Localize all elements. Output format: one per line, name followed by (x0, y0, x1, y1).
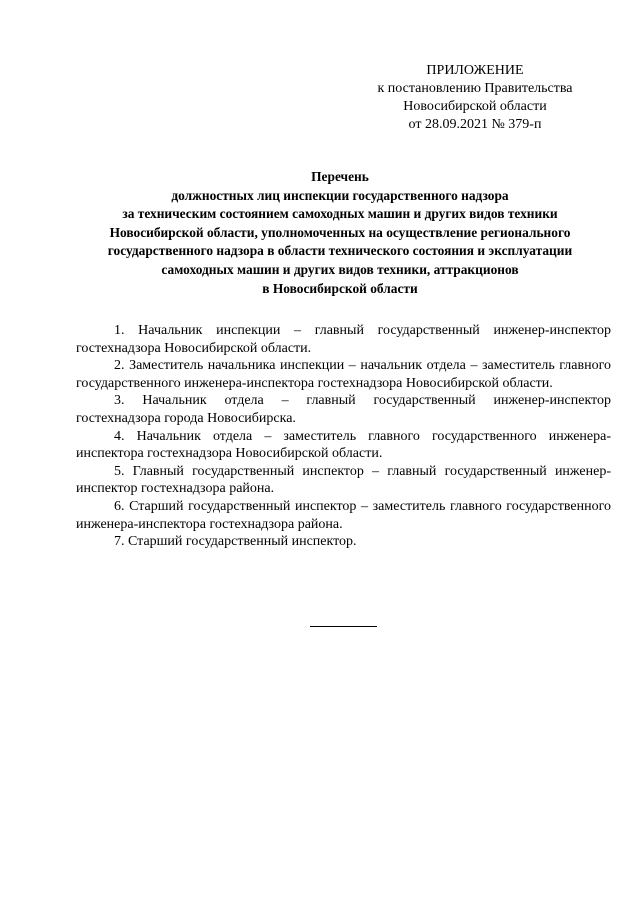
title-line-7: в Новосибирской области (262, 280, 418, 296)
document-title (60, 168, 620, 298)
title-line-2: должностных лиц инспекции государственного надзора (171, 187, 509, 203)
appendix-decree-line: к постановлению Правительства (377, 81, 573, 96)
end-divider-line (310, 626, 377, 627)
title-line-5: государственного надзора в области технического состояния и эксплуатации (107, 243, 573, 259)
title-line-3: за техническим состоянием самоходных машин и других видов техники (122, 206, 558, 222)
title-line-1: Перечень (311, 169, 369, 184)
appendix-label: ПРИЛОЖЕНИЕ (426, 63, 524, 78)
title-line-4: Новосибирской области, уполномоченных на осуществление регионального (109, 224, 571, 240)
list-item-3: 3. Начальник отдела – главный государственный инженер-инспектор гостехнадзора города Новосибирска. (76, 393, 611, 426)
list-item-7: 7. Старший государственный инспектор. (114, 534, 357, 550)
list-item-4: 4. Начальник отдела – заместитель главного государственного инженера-инспектора гостехнадзора Новосибирской области. (76, 428, 611, 462)
officials-list (76, 322, 611, 551)
list-item-5: 5. Главный государственный инспектор – главный государственный инженер-инспектор гостехнадзора района. (76, 463, 611, 497)
list-item-6: 6. Старший государственный инспектор – заместитель главного государственного инженера-инспектора гостехнадзора района. (76, 498, 611, 532)
appendix-date-number: от 28.09.2021 № 379-п (408, 117, 542, 132)
list-item-2: 2. Заместитель начальника инспекции – начальник отдела – заместитель главного государственного инженера-инспектора гостехнадзора Новосибирской области. (76, 358, 611, 391)
list-item-1: 1. Начальник инспекции – главный государственный инженер-инспектор гостехнадзора Новосибирской области. (76, 323, 611, 356)
title-line-6: самоходных машин и других видов техники, аттракционов (161, 261, 519, 277)
appendix-region-line: Новосибирской области (403, 99, 547, 114)
appendix-header (360, 62, 590, 134)
